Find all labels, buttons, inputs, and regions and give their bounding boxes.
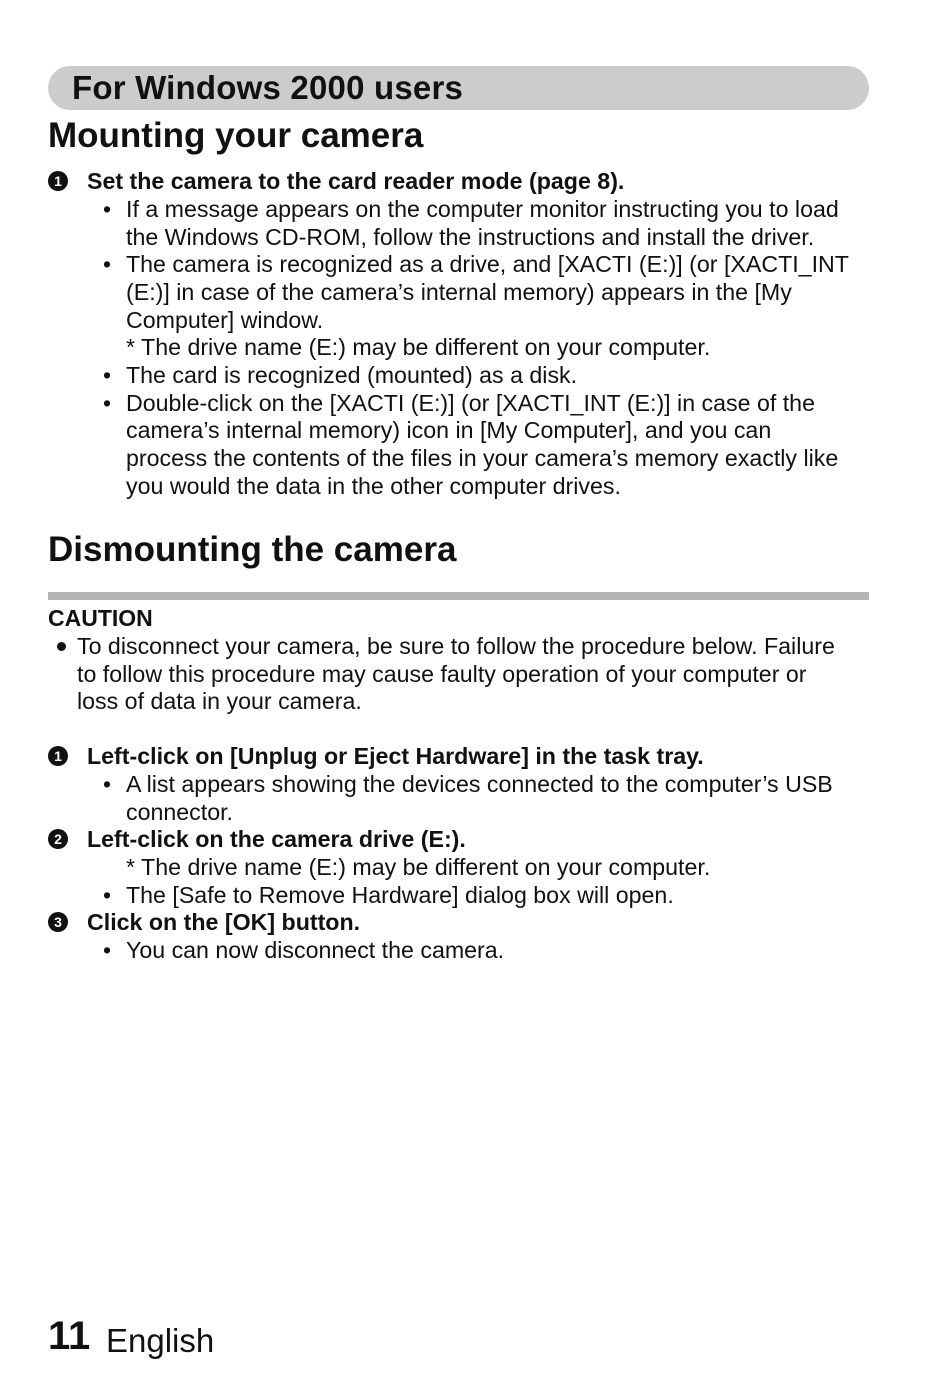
bullet-dot-icon (57, 642, 66, 651)
bullet-text-line: you would the data in the other computer drives. (126, 473, 621, 499)
bullet-text-line: The camera is recognized as a drive, and [XACTI (E:)] (or [XACTI_INT (126, 251, 849, 277)
bullet-text-line: process the contents of the files in your camera’s memory exactly like (126, 445, 839, 471)
bullet-icon: • (103, 771, 112, 797)
bullet-text-line: the Windows CD-ROM, follow the instructions and install the driver. (126, 224, 815, 250)
bullet-text-line: connector. (126, 799, 233, 825)
bullet-text-line: camera’s internal memory) icon in [My Computer], and you can (126, 417, 772, 443)
bullet-icon: • (103, 196, 112, 222)
step-title: Left-click on the camera drive (E:). (87, 826, 466, 852)
bullet-text-line: (E:)] in case of the camera’s internal memory) appears in the [My (126, 279, 792, 305)
bullet-icon: • (103, 937, 112, 963)
bullet-text-line: A list appears showing the devices connected to the computer’s USB (126, 771, 833, 797)
bullet-text-line: The card is recognized (mounted) as a disk. (126, 362, 578, 388)
page-language: English (106, 1322, 215, 1359)
bullet-icon: • (103, 362, 112, 388)
caution-label: CAUTION (48, 605, 153, 631)
caution-text-line: to follow this procedure may cause faulty operation of your computer or (77, 661, 807, 687)
note-text: * The drive name (E:) may be different on your computer. (126, 334, 711, 360)
bullet-text-line: Computer] window. (126, 307, 324, 333)
caution-text-line: loss of data in your camera. (77, 688, 362, 714)
step-number-badge: 1 (48, 746, 68, 766)
step-title: Left-click on [Unplug or Eject Hardware] in the task tray. (87, 743, 704, 769)
step-number-badge: 3 (48, 912, 68, 932)
bullet-text-line: The [Safe to Remove Hardware] dialog box will open. (126, 882, 674, 908)
bullet-text-line: Double-click on the [XACTI (E:)] (or [XACTI_INT (E:)] in case of the (126, 390, 815, 416)
caution-divider (48, 592, 869, 600)
bullet-icon: • (103, 390, 112, 416)
heading-dismounting: Dismounting the camera (48, 530, 457, 569)
step-title: Click on the [OK] button. (87, 909, 361, 935)
banner-title: For Windows 2000 users (72, 69, 464, 106)
step-number-badge: 1 (48, 171, 68, 191)
heading-mounting: Mounting your camera (48, 116, 424, 155)
bullet-text-line: If a message appears on the computer monitor instructing you to load (126, 196, 839, 222)
bullet-icon: • (103, 882, 112, 908)
caution-text-line: To disconnect your camera, be sure to follow the procedure below. Failure (77, 633, 835, 659)
section-banner (48, 66, 869, 110)
bullet-icon: • (103, 251, 112, 277)
bullet-text-line: You can now disconnect the camera. (126, 937, 505, 963)
step-title: Set the camera to the card reader mode (page 8). (87, 168, 625, 194)
page-number: 11 (48, 1314, 91, 1358)
step-number-badge: 2 (48, 829, 68, 849)
note-text: * The drive name (E:) may be different on your computer. (126, 854, 711, 880)
